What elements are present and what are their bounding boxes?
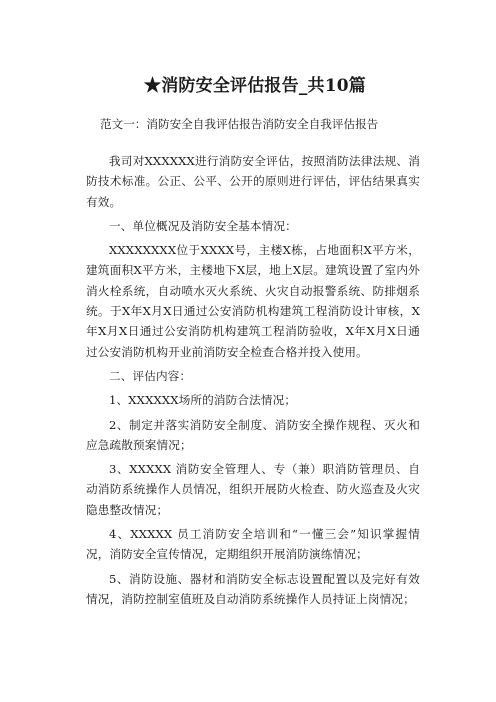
document-body (86, 151, 420, 609)
section-heading-evaluation-content: 二、评估内容： (109, 368, 192, 383)
list-item-3: 3、XXXXX 消防安全管理人、专（兼）职消防管理员、自动消防系统操作人员情况，组织开展防火检查、防火巡查及火灾隐患整改情况； (86, 462, 420, 517)
list-item-5: 5、消防设施、器材和消防安全标志设置配置以及完好有效情况，消防控制室值班及自动消防系统操作人员持证上岗情况； (86, 571, 420, 606)
paragraph-intro: 我司对XXXXXX进行消防安全评估，按照消防法律法规、消防技术标准。公正、公平、公开的原则进行评估，评估结果真实有效。 (86, 154, 420, 209)
paragraph-unit-overview: XXXXXXXX位于XXXX号，主楼X栋，占地面积X平方米，建筑面积X平方米，主楼地下X层，地上X层。建筑设置了室内外消火栓系统，自动喷水灭火系统、火灾自动报警系统、防排烟系统。于X年X月X日通过公安消防机构建筑工程消防设计审核，X年X月X日通过公安消防机构建筑工程消防验收，X年X月X日通过公安消防机构开业前消防安全检查合格并投入使用。 (86, 243, 420, 359)
section-heading-unit-overview: 一、单位概况及消防安全基本情况： (109, 218, 297, 233)
document-subtitle: 范文一：消防安全自我评估报告消防安全自我评估报告 (100, 117, 379, 131)
list-item-2: 2、制定并落实消防安全制度、消防安全操作规程、灭火和应急疏散预案情况； (86, 417, 420, 452)
list-item-1: 1、XXXXXX场所的消防合法情况； (109, 393, 297, 408)
list-item-4: 4、XXXXX 员工消防安全培训和“一懂三会”知识掌握情况，消防安全宣传情况，定期组织开展消防演练情况； (86, 527, 420, 562)
document-title: ★消防安全评估报告_共10篇 (144, 76, 366, 96)
